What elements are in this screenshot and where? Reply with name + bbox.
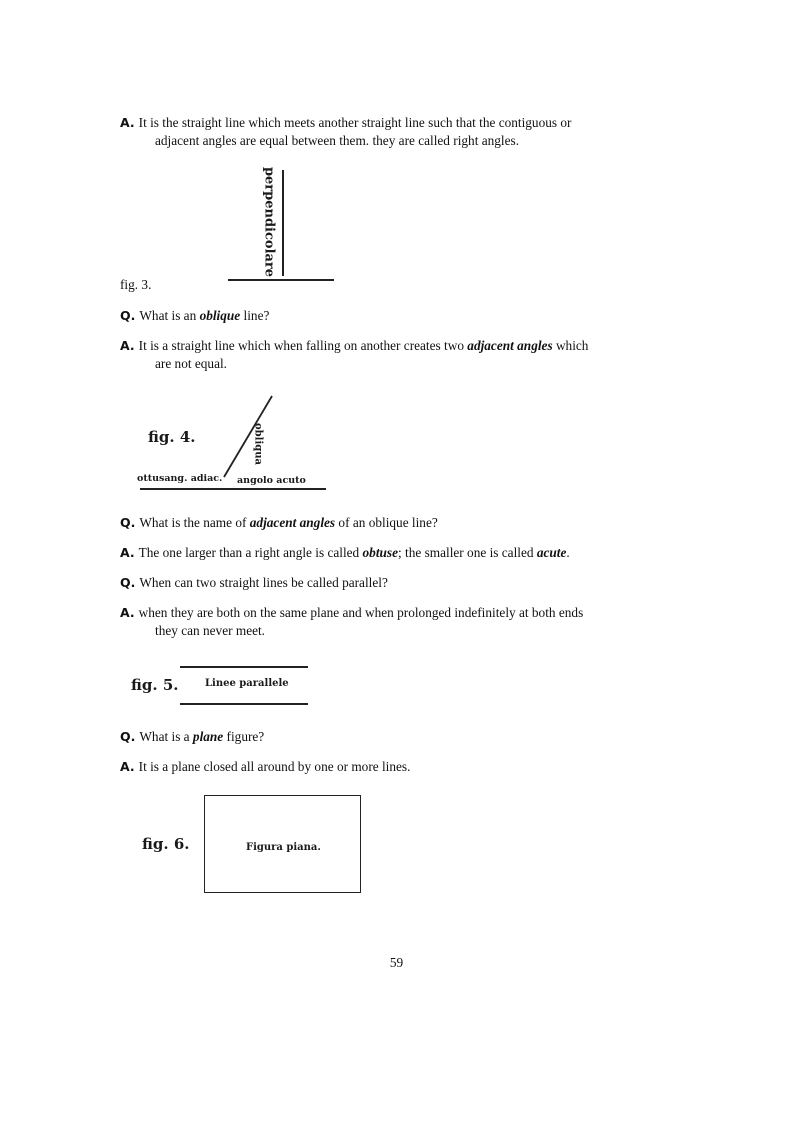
question-oblique <box>120 307 676 325</box>
question-emphasis: oblique <box>199 308 241 323</box>
fig4-oblique-line <box>220 390 280 480</box>
answer-text: It is the straight line which meets another straight line such that the contiguous or <box>138 115 572 130</box>
answer-text: It is a straight line which when falling on another creates two <box>138 338 468 353</box>
answer-text: when they are both on the same plane and when prolonged indefinitely at both ends <box>138 605 584 620</box>
answer-parallel <box>120 604 676 640</box>
fig4-caption: fig. 4. <box>148 428 196 446</box>
fig3-caption: fig. 3. <box>120 277 152 292</box>
answer-oblique <box>120 337 676 373</box>
answer-emphasis-obtuse: obtuse <box>362 545 398 560</box>
question-adjacent-angles <box>120 514 676 532</box>
question-label: Q. <box>120 729 136 744</box>
fig3-base-line <box>228 279 334 281</box>
question-emphasis: plane <box>192 729 224 744</box>
answer-obtuse-acute <box>120 544 676 562</box>
answer-text: It is a plane closed all around by one or more lines. <box>138 759 411 774</box>
question-label: Q. <box>120 515 136 530</box>
answer-text-continued: adjacent angles are equal between them. they are called right angles. <box>155 133 520 148</box>
question-text-end: of an oblique line? <box>335 515 438 530</box>
answer-text-mid: ; the smaller one is called <box>398 545 537 560</box>
fig3-label: perpendicolare <box>261 166 277 278</box>
fig4-acute-label: angolo acuto <box>237 475 306 486</box>
answer-emphasis: adjacent angles <box>467 338 553 353</box>
answer-emphasis-acute: acute <box>536 545 567 560</box>
answer-label: A. <box>120 115 135 130</box>
page-number: 59 <box>389 955 404 970</box>
fig6-label: Figura piana. <box>246 842 321 853</box>
fig4-oblique-label: obliqua <box>252 422 264 466</box>
answer-label: A. <box>120 759 135 774</box>
fig4-base-line <box>140 488 326 490</box>
fig3-perpendicular-line <box>282 170 284 276</box>
answer-label: A. <box>120 605 135 620</box>
fig6-caption: fig. 6. <box>142 835 190 853</box>
answer-text-end: . <box>566 545 570 560</box>
fig5-top-line <box>180 666 308 668</box>
fig5-caption: fig. 5. <box>131 676 179 694</box>
answer-label: A. <box>120 338 135 353</box>
answer-text-end: which <box>552 338 589 353</box>
question-emphasis: adjacent angles <box>249 515 336 530</box>
answer-right-angle <box>120 114 676 150</box>
fig5-bottom-line <box>180 703 308 705</box>
question-label: Q. <box>120 308 136 323</box>
question-text: When can two straight lines be called parallel? <box>139 575 388 590</box>
answer-label: A. <box>120 545 135 560</box>
answer-plane-figure <box>120 758 676 776</box>
question-text: What is the name of <box>139 515 250 530</box>
question-parallel <box>120 574 676 592</box>
answer-text-continued: they can never meet. <box>155 623 266 638</box>
answer-text: The one larger than a right angle is called <box>138 545 363 560</box>
question-text: What is a <box>139 729 193 744</box>
question-label: Q. <box>120 575 136 590</box>
fig4-obtuse-label: ottusang. adiac. <box>137 473 223 484</box>
question-text-end: line? <box>240 308 270 323</box>
fig5-label: Linee parallele <box>205 678 289 689</box>
question-text: What is an <box>139 308 200 323</box>
question-text-end: figure? <box>223 729 265 744</box>
answer-text-continued: are not equal. <box>155 356 227 371</box>
question-plane-figure <box>120 728 676 746</box>
